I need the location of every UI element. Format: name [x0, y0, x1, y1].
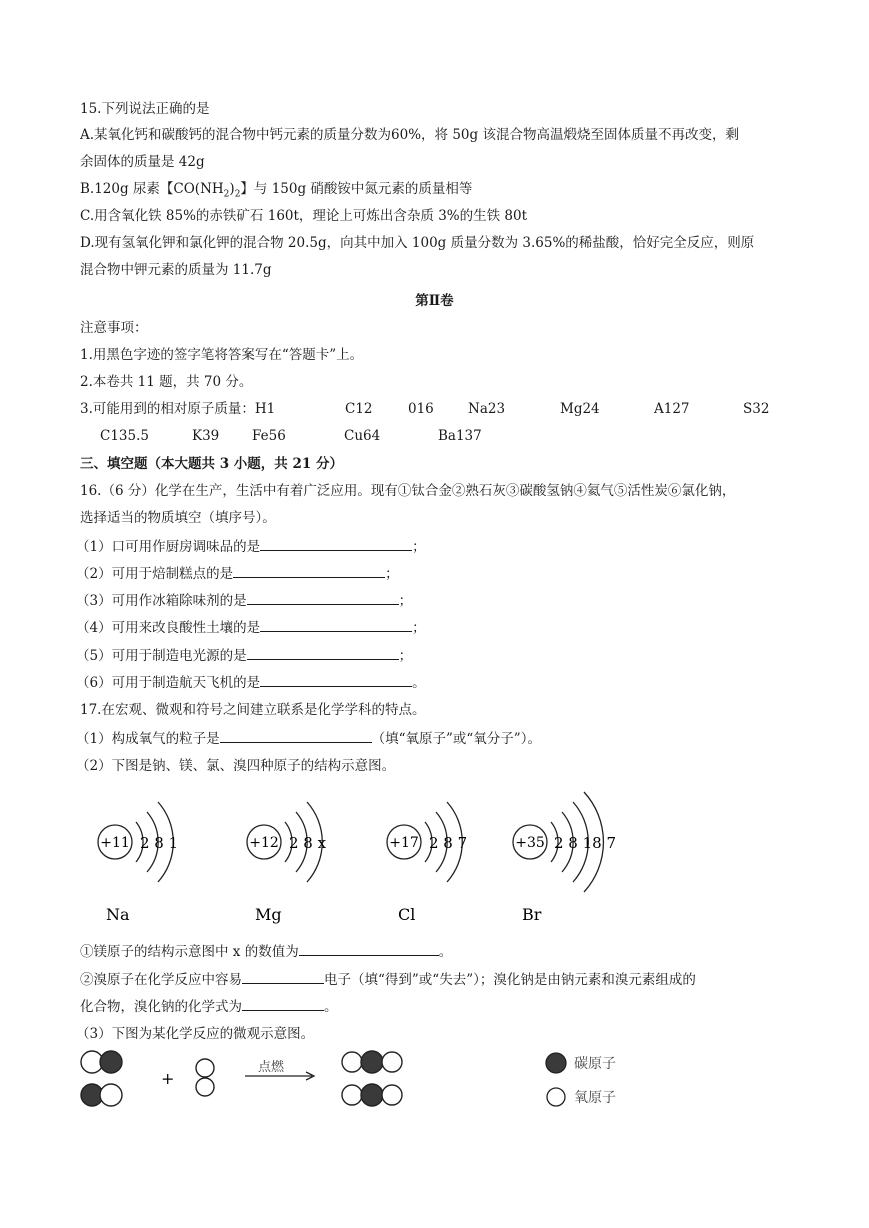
legend-carbon — [546, 1053, 616, 1073]
q15-option-a-line2: 余固体的质量是 42g — [80, 154, 205, 170]
plus-sign: + — [161, 1069, 175, 1088]
atomic-mass: Mg24 — [560, 401, 600, 417]
part2-title: 第Ⅱ卷 — [415, 293, 454, 309]
atom-cl — [387, 802, 467, 924]
q17-s2-pre: ②溴原子在化学反应中容易 — [80, 972, 242, 988]
q16-item-end: ； — [412, 539, 426, 555]
atom-mg — [247, 802, 327, 924]
q16-item-text: （4）可用来改良酸性土壤的是 — [76, 620, 261, 636]
q15-stem: 15.下列说法正确的是 — [80, 101, 210, 117]
atomic-mass-label: 3.可能用到的相对原子质量：H1 — [80, 401, 276, 417]
atomic-mass: K39 — [192, 428, 220, 444]
atomic-mass: Ba137 — [438, 428, 482, 444]
atom-br — [513, 792, 616, 924]
atomic-mass: 016 — [408, 401, 434, 417]
q17-s2-mid: 电子（填“得到”或“失去”）；溴化钠是由钠元素和溴元素组成的 — [324, 972, 696, 988]
q16-item-text: （3）可用作冰箱除味剂的是 — [76, 593, 247, 609]
q17-sub2-line2 — [80, 996, 338, 1017]
nucleus-charge: +11 — [100, 835, 130, 851]
q17-stem: 17.在宏观、微观和符号之间建立联系是化学学科的特点。 — [80, 702, 426, 718]
atomic-mass: A127 — [654, 401, 690, 417]
answer-blank[interactable] — [242, 996, 324, 1011]
q16-item-end: ； — [385, 566, 399, 582]
reaction-condition: 点燃 — [257, 1060, 285, 1075]
element-symbol: Cl — [398, 905, 416, 924]
reaction-reactant-co-1 — [81, 1051, 122, 1073]
q16-stem-line1: 16.（6 分）化学在生产，生活中有着广泛应用。现有①钛合金②熟石灰③碳酸氢钠④氦气⑤活性炭⑥氯化钠， — [80, 483, 736, 499]
q17-s1-end: 。 — [438, 944, 453, 960]
atomic-mass: C12 — [345, 401, 373, 417]
electron-shells: 2 8 18 7 — [554, 834, 617, 852]
reaction-reactant-co-2 — [81, 1084, 122, 1106]
q17-s2b-pre: 化合物，溴化钠的化学式为 — [80, 999, 242, 1015]
q15-b-sub: 2 — [223, 189, 230, 200]
q17-part3: （3）下图为某化学反应的微观示意图。 — [76, 1026, 315, 1042]
legend-carbon-label: 碳原子 — [574, 1056, 616, 1072]
q15-option-a-line1: A.某氧化钙和碳酸钙的混合物中钙元素的质量分数为60%，将 50g 该混合物高温煅烧至固体质量不再改变，剩 — [80, 127, 739, 143]
q17-sub2-line1 — [80, 969, 696, 990]
reaction-product-co2-1 — [342, 1051, 402, 1073]
q17-part2: （2）下图是钠、镁、氯、溴四种原子的结构示意图。 — [76, 758, 396, 774]
element-symbol: Na — [106, 905, 130, 924]
nucleus-charge: +35 — [515, 835, 545, 851]
atomic-mass: C135.5 — [100, 428, 149, 444]
q16-item-text: （1）口可用作厨房调味品的是 — [76, 539, 261, 555]
q16-item-end: ； — [412, 620, 426, 636]
answer-blank[interactable] — [299, 941, 439, 956]
q17-s1-pre: ①镁原子的结构示意图中 x 的数值为 — [80, 944, 299, 960]
q16-item-text: （2）可用于焙制糕点的是 — [76, 566, 234, 582]
legend-oxygen — [547, 1088, 616, 1106]
q15-b-sub2: 2 — [234, 189, 241, 200]
electron-shells: 2 8 7 — [429, 834, 468, 852]
element-symbol: Br — [522, 905, 542, 924]
q15-option-d-line1: D.现有氢氧化钾和氯化钾的混合物 20.5g，向其中加入 100g 质量分数为 3.65%的稀盐酸，恰好完全反应，则原 — [80, 235, 755, 251]
electron-shells: 2 8 1 — [140, 834, 179, 852]
q16-item-text: （5）可用于制造电光源的是 — [76, 648, 247, 664]
electron-shells: 2 8 x — [289, 834, 327, 852]
q16-stem-line2: 选择适当的物质填空（填序号）。 — [80, 510, 276, 526]
atomic-mass: Na23 — [468, 401, 506, 417]
atom-na — [98, 802, 178, 924]
legend-oxygen-label: 氧原子 — [574, 1090, 616, 1106]
q16-item-end: 。 — [412, 675, 426, 691]
q15-option-d-line2: 混合物中钾元素的质量为 11.7g — [80, 262, 272, 278]
answer-blank[interactable] — [242, 969, 324, 984]
notice-item-1: 1.用黑色字迹的签字笔将答案写在“答题卡”上。 — [80, 347, 364, 363]
q15-b-mid: ) — [229, 181, 235, 197]
q16-item-end: ； — [398, 593, 413, 609]
nucleus-charge: +17 — [389, 835, 419, 851]
q15-b-pre: B.120g 尿素【CO(NH — [80, 181, 224, 197]
atomic-mass: Fe56 — [252, 428, 286, 444]
q15-b-post: 】与 150g 硝酸铵中氮元素的质量相等 — [240, 181, 473, 197]
q16-item-end: ； — [398, 648, 413, 664]
reaction-product-co2-2 — [342, 1084, 402, 1106]
q17-p1-post: （填“氧原子”或“氧分子”）。 — [371, 731, 541, 747]
section-3-title: 三、填空题（本大题共 3 小题，共 21 分） — [80, 456, 343, 472]
q16-item-text: （6）可用于制造航天飞机的是 — [76, 675, 261, 691]
q17-p1-pre: （1）构成氧气的粒子是 — [76, 731, 220, 747]
notice-heading: 注意事项： — [80, 320, 148, 336]
atomic-mass: S32 — [743, 401, 770, 417]
notice-item-2: 2.本卷共 11 题，共 70 分。 — [80, 374, 253, 390]
element-symbol: Mg — [255, 905, 282, 924]
q15-option-c: C.用含氧化铁 85%的赤铁矿石 160t，理论上可炼出含杂质 3%的生铁 80t — [80, 208, 528, 224]
q17-s2b-end: 。 — [324, 999, 338, 1015]
nucleus-charge: +12 — [249, 835, 279, 851]
q17-sub1 — [80, 941, 452, 962]
reaction-reactant-o2 — [196, 1059, 214, 1096]
atomic-mass: Cu64 — [344, 428, 381, 444]
